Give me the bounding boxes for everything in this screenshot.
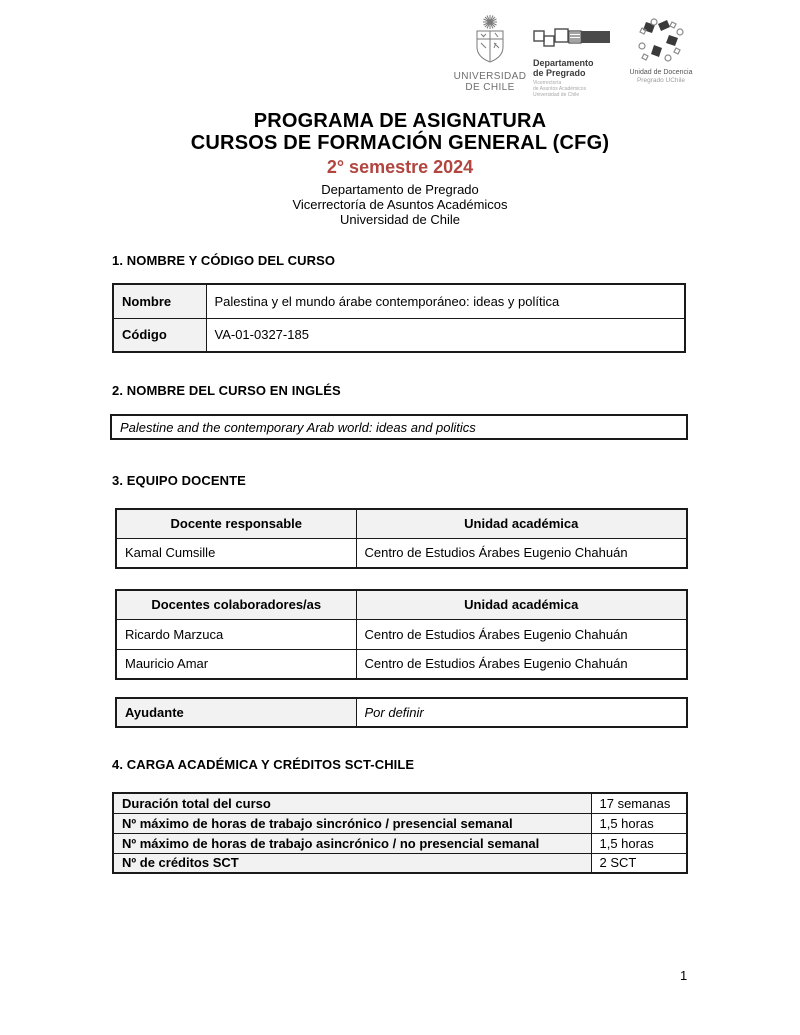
assistant-table xyxy=(115,697,688,728)
table-row xyxy=(116,538,687,568)
table-row xyxy=(113,813,687,833)
course-duration-label: Duración total del curso xyxy=(113,793,591,813)
pregrado-logo xyxy=(533,14,619,98)
sync-hours-label: Nº máximo de horas de trabajo sincrónico / presencial semanal xyxy=(113,813,591,833)
pregrado-squares-icon xyxy=(533,28,611,55)
title-block xyxy=(0,110,800,227)
uchile-logo-text: UNIVERSIDAD DE CHILE xyxy=(453,71,527,93)
header-logos xyxy=(452,14,698,98)
docencia-logo-title: Unidad de Docencia xyxy=(629,69,693,76)
course-name-label: Nombre xyxy=(113,284,206,318)
page-number: 1 xyxy=(680,968,688,983)
subtitle-university: Universidad de Chile xyxy=(340,212,460,227)
sct-credits-label: Nº de créditos SCT xyxy=(113,853,591,873)
course-duration-value: 17 semanas xyxy=(591,793,687,813)
course-name-code-table xyxy=(112,283,686,353)
sct-credits-value: 2 SCT xyxy=(591,853,687,873)
collaborators-col-header: Docentes colaboradores/as xyxy=(116,590,356,619)
collaborating-teachers-table xyxy=(115,589,688,680)
docencia-logo xyxy=(624,14,698,84)
docencia-logo-subtitle: Pregrado UChile xyxy=(636,77,686,84)
collaborator-name: Mauricio Amar xyxy=(116,649,356,679)
uchile-logo xyxy=(452,14,528,93)
section4-heading: 4. CARGA ACADÉMICA Y CRÉDITOS SCT-CHILE xyxy=(112,757,415,772)
english-name-value: Palestine and the contemporary Arab world: ideas and politics xyxy=(111,415,687,439)
collaborator-name: Ricardo Marzuca xyxy=(116,619,356,649)
academic-unit-col-header: Unidad académica xyxy=(356,590,687,619)
docencia-pinwheel-icon xyxy=(638,18,684,67)
title-subtitle xyxy=(0,182,800,227)
course-code-value: VA-01-0327-185 xyxy=(206,318,685,352)
table-row xyxy=(116,698,687,727)
assistant-label: Ayudante xyxy=(116,698,356,727)
academic-load-table xyxy=(112,792,688,874)
course-name-value: Palestina y el mundo árabe contemporáneo: ideas y política xyxy=(206,284,685,318)
table-row xyxy=(111,415,687,439)
uchile-shield-icon xyxy=(469,14,511,69)
section2-heading: 2. NOMBRE DEL CURSO EN INGLÉS xyxy=(112,383,341,398)
table-row xyxy=(113,833,687,853)
sync-hours-value: 1,5 horas xyxy=(591,813,687,833)
table-header-row xyxy=(116,590,687,619)
table-header-row xyxy=(116,509,687,538)
academic-unit-col-header: Unidad académica xyxy=(356,509,687,538)
document-title-line1: PROGRAMA DE ASIGNATURA xyxy=(253,110,547,132)
pregrado-logo-title: Departamento de Pregrado xyxy=(533,58,594,78)
section1-heading: 1. NOMBRE Y CÓDIGO DEL CURSO xyxy=(112,253,336,268)
table-row xyxy=(113,853,687,873)
responsible-teacher-unit: Centro de Estudios Árabes Eugenio Chahuán xyxy=(356,538,687,568)
english-name-table xyxy=(110,414,688,440)
pregrado-logo-subtext: Vicerrectoría de Asuntos Académicos Universidad de Chile xyxy=(533,80,587,98)
assistant-value: Por definir xyxy=(356,698,687,727)
table-row xyxy=(113,318,685,352)
responsible-teacher-name: Kamal Cumsille xyxy=(116,538,356,568)
semester-label: 2° semestre 2024 xyxy=(326,157,474,177)
document-title-line2: CURSOS DE FORMACIÓN GENERAL (CFG) xyxy=(190,132,610,154)
course-code-label: Código xyxy=(113,318,206,352)
table-row xyxy=(113,793,687,813)
collaborator-unit: Centro de Estudios Árabes Eugenio Chahuán xyxy=(356,619,687,649)
subtitle-department: Departamento de Pregrado xyxy=(321,182,479,197)
responsible-teacher-col-header: Docente responsable xyxy=(116,509,356,538)
subtitle-vicerrectoria: Vicerrectoría de Asuntos Académicos xyxy=(292,197,508,212)
table-row xyxy=(113,284,685,318)
responsible-teacher-table xyxy=(115,508,688,569)
section3-heading: 3. EQUIPO DOCENTE xyxy=(112,473,246,488)
table-row xyxy=(116,649,687,679)
collaborator-unit: Centro de Estudios Árabes Eugenio Chahuán xyxy=(356,649,687,679)
async-hours-label: Nº máximo de horas de trabajo asincrónico / no presencial semanal xyxy=(113,833,591,853)
table-row xyxy=(116,619,687,649)
async-hours-value: 1,5 horas xyxy=(591,833,687,853)
